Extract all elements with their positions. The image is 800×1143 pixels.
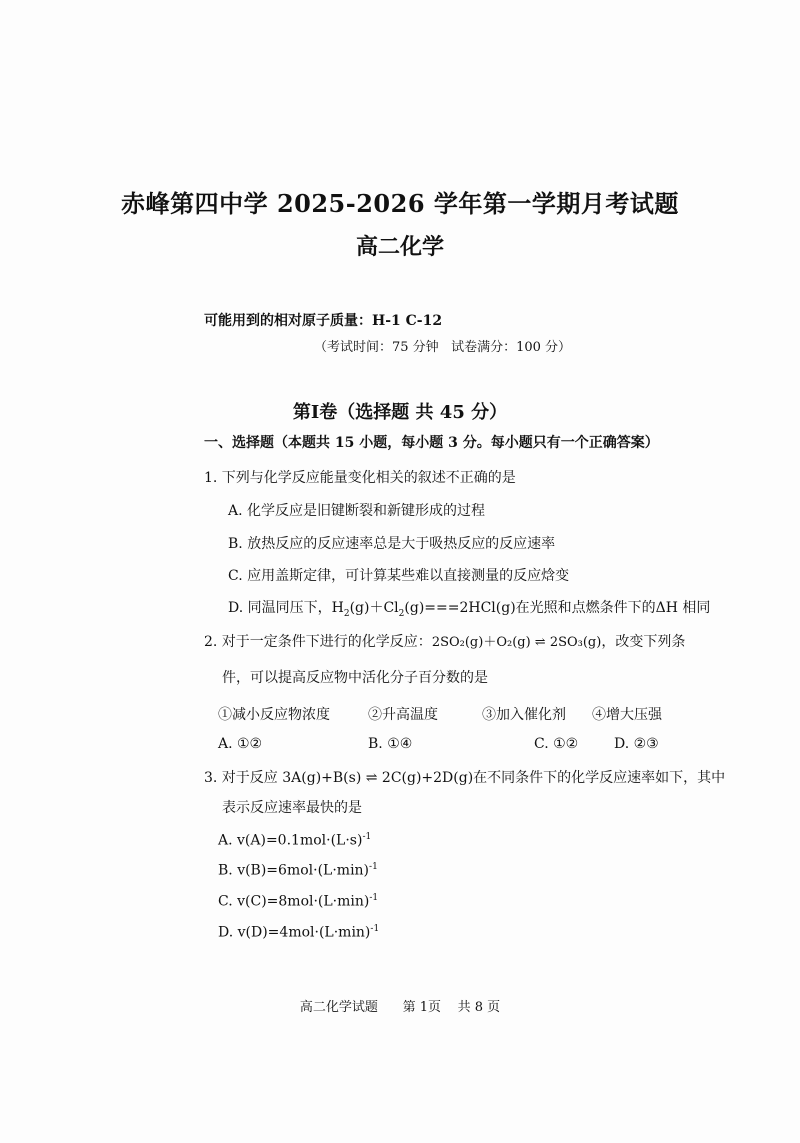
q1-option-a: A. 化学反应是旧键断裂和新键形成的过程 [228, 503, 486, 519]
q1-d-part1: D. 同温同压下，H [228, 600, 344, 616]
q2-stem-suffix: ，改变下列条 [601, 634, 686, 650]
q3-c-text: C. v(C)=8mol·(L·min) [218, 893, 370, 910]
q2-option-b: B. ①④ [368, 736, 413, 752]
q2-condition-1: ①减小反应物浓度 [218, 707, 330, 723]
q2-option-c: C. ①② [534, 736, 579, 752]
exam-time-score: （考试时间：75 分钟 试卷满分：100 分） [314, 340, 572, 355]
q3-d-exp: -1 [370, 924, 380, 934]
q3-option-c [218, 893, 378, 910]
q3-stem-line2: 表示反应速率最快的是 [222, 800, 362, 816]
section-title: 第Ⅰ卷（选择题 共 45 分） [292, 402, 508, 423]
q1-d-part3: (g)===2HCl(g)在光照和点燃条件下的ΔH 相同 [404, 600, 711, 616]
q2-condition-3: ③加入催化剂 [482, 707, 566, 723]
q3-option-a [218, 832, 371, 849]
q2-equation: 2SO₂(g)＋O₂(g) ⇌ 2SO₃(g) [431, 635, 602, 650]
q2-condition-4: ④增大压强 [592, 707, 662, 723]
exam-subject: 高二化学 [355, 234, 444, 260]
q3-b-text: B. v(B)=6mol·(L·min) [218, 862, 370, 879]
q2-condition-2: ②升高温度 [368, 707, 438, 723]
q1-option-d [228, 600, 710, 620]
q3-stem-line1: 3. 对于反应 3A(g)+B(s) ⇌ 2C(g)+2D(g)在不同条件下的化学反应速率如下，其中 [204, 770, 726, 786]
q2-option-a: A. ①② [218, 736, 263, 752]
page-footer: 高二化学试题 第 1页 共 8 页 [299, 1000, 501, 1015]
atomic-mass-note: 可能用到的相对原子质量：H-1 C-12 [204, 313, 443, 329]
q3-b-exp: -1 [369, 862, 378, 872]
q2-stem-prefix: 2. 对于一定条件下进行的化学反应： [204, 634, 432, 650]
q1-d-sub1: 2 [343, 608, 350, 619]
q1-stem: 1. 下列与化学反应能量变化相关的叙述不正确的是 [204, 470, 516, 486]
exam-title: 赤峰第四中学 2025-2026 学年第一学期月考试题 [121, 189, 679, 218]
q1-d-sub2: 2 [398, 608, 405, 619]
q2-option-d: D. ②③ [614, 736, 659, 752]
q3-d-text: D. v(D)=4mol·(L·min) [218, 924, 371, 941]
q3-a-text: A. v(A)=0.1mol·(L·s) [218, 832, 363, 849]
q3-a-exp: -1 [362, 832, 372, 842]
q1-option-b: B. 放热反应的反应速率总是大于吸热反应的反应速率 [228, 536, 556, 552]
q2-stem-line1 [204, 634, 685, 651]
part-instructions: 一、选择题（本题共 15 小题，每小题 3 分。每小题只有一个正确答案） [204, 435, 659, 451]
q1-d-part2: (g)＋Cl [349, 600, 399, 616]
q1-option-c: C. 应用盖斯定律，可计算某些难以直接测量的反应焓变 [228, 568, 570, 584]
q3-option-b [218, 862, 378, 879]
q2-stem-line2: 件，可以提高反应物中活化分子百分数的是 [222, 670, 488, 686]
q3-option-d [218, 924, 379, 941]
q3-c-exp: -1 [369, 893, 379, 903]
